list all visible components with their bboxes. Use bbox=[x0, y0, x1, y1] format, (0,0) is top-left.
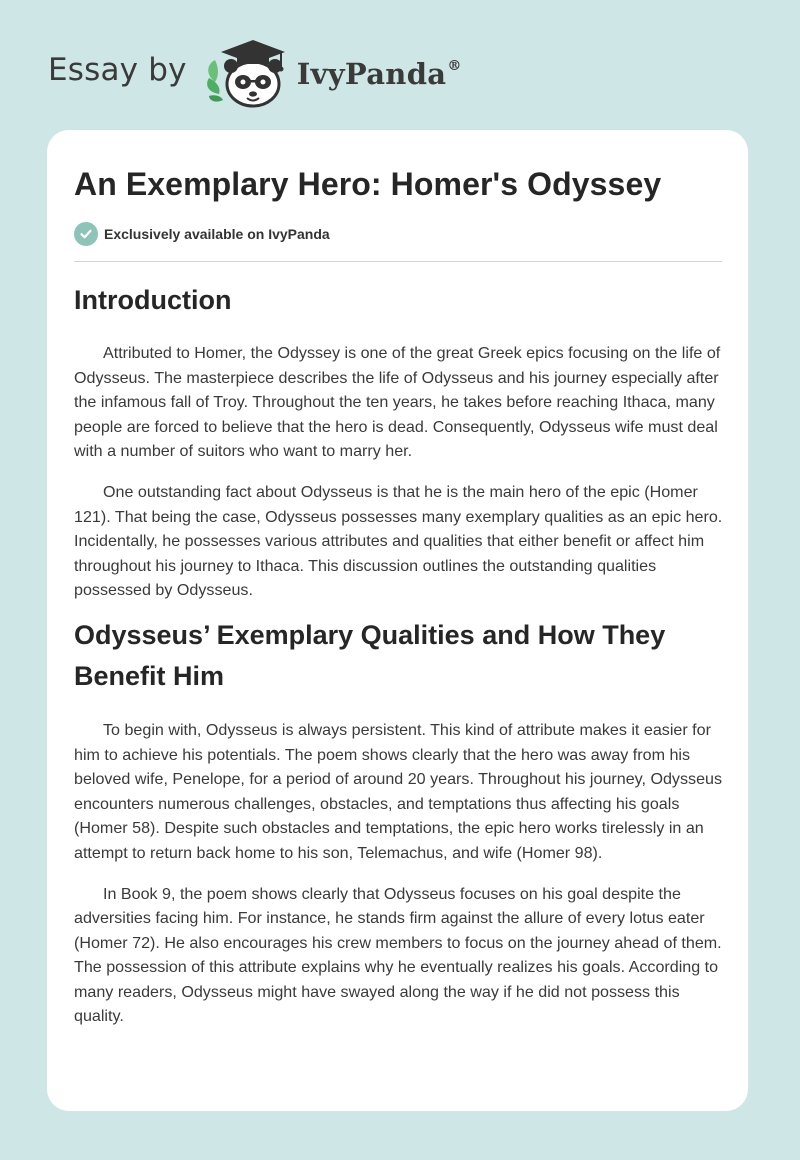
paragraph: One outstanding fact about Odysseus is that he is the main hero of the epic (Homer 121). That being the case, Odysseus possesses many exemplary qualities as an epic hero. Incidentally, he possesses various attributes and qualities that either benefit or affect him throughout his journey to Ithaca. This discussion outlines the outstanding qualities possessed by Odysseus. bbox=[74, 482, 723, 600]
site-header bbox=[48, 34, 462, 110]
brand-name[interactable] bbox=[297, 57, 462, 91]
brand-name-text: IvyPanda bbox=[296, 57, 447, 91]
check-circle-icon bbox=[74, 222, 98, 246]
exclusive-badge bbox=[74, 222, 330, 246]
panda-graduate-icon[interactable] bbox=[201, 34, 293, 110]
badge-label: Exclusively available on IvyPanda bbox=[104, 226, 330, 242]
essay-card bbox=[47, 130, 748, 1111]
paragraph: To begin with, Odysseus is always persistent. This kind of attribute makes it easier for him to achieve his potentials. The poem shows clearly that the hero was away from his beloved wife, Penelope, for a period of around 20 years. Throughout his journey, Odysseus encounters numerous challenges, obstacles, and temptations thus affecting his goals (Homer 58). Despite such obstacles and temptations, the epic hero works tirelessly in an attempt to return back home to his son, Telemachus, and wife (Homer 98). bbox=[74, 720, 723, 862]
essay-by-label: Essay by bbox=[48, 52, 187, 88]
registered-mark: ® bbox=[447, 58, 462, 74]
paragraph: In Book 9, the poem shows clearly that Odysseus focuses on his goal despite the adversities facing him. For instance, he stands firm against the allure of every lotus eater (Homer 72). He also encourages his crew members to focus on the journey ahead of them. The possession of this attribute explains why he eventually realizes his goals. According to many readers, Odysseus might have swayed along the way if he did not possess this quality. bbox=[74, 884, 722, 1026]
section-heading-introduction: Introduction bbox=[74, 285, 232, 315]
essay-body bbox=[74, 280, 728, 1029]
title-divider bbox=[74, 261, 722, 262]
page-title: An Exemplary Hero: Homer's Odyssey bbox=[74, 166, 662, 202]
paragraph: Attributed to Homer, the Odyssey is one of the great Greek epics focusing on the life of Odysseus. The masterpiece describes the life of Odysseus and his journey especially after the infamous fall of Troy. Throughout the ten years, he takes before reaching Ithaca, many people are forced to believe that the hero is dead. Consequently, Odysseus wife must deal with a number of suitors who want to marry her. bbox=[74, 344, 721, 461]
section-heading-qualities: Odysseus’ Exemplary Qualities and How They Benefit Him bbox=[74, 619, 666, 691]
